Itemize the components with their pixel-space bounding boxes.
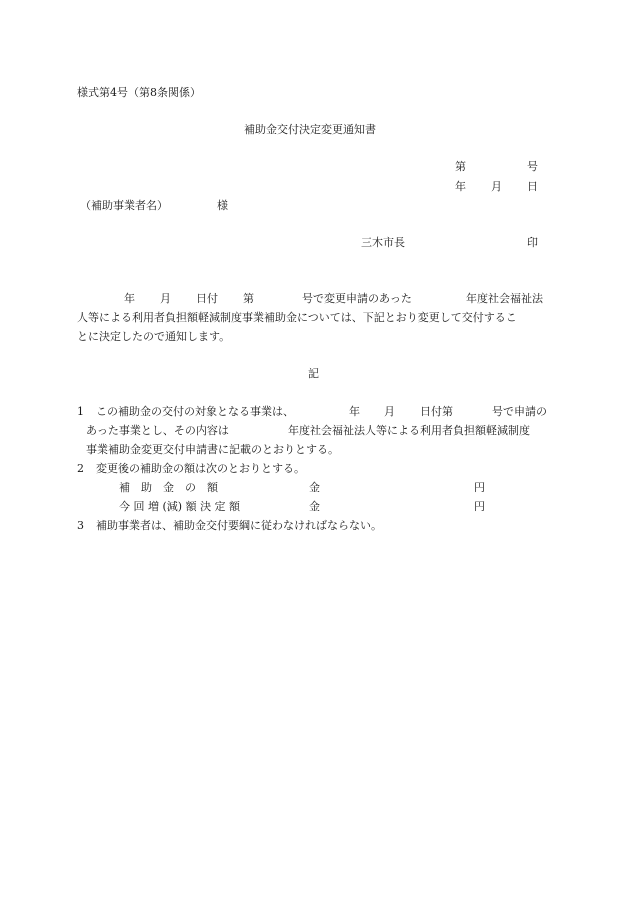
item-2-text: 変更後の補助金の額は次のとおりとする。 (96, 462, 305, 475)
item-1-text: この補助金の交付の対象となる事業は、 (96, 405, 294, 418)
item-1-number: 1 (77, 405, 84, 418)
body-month: 月 (160, 292, 171, 305)
issuer-title: 三木市長 (361, 236, 405, 249)
item-3-text: 補助事業者は、補助金交付要綱に従わなければならない。 (96, 519, 382, 532)
item-1-line-2b: 年度社会福祉法人等による利用者負担額軽減制度 (288, 424, 530, 437)
subsidy-amount-label: 補 助 金 の 額 (119, 481, 218, 494)
recipient-honorific: 様 (217, 199, 228, 212)
item-1-month: 月 (384, 405, 395, 418)
change-amount-kin: 金 (309, 500, 320, 513)
body-day-dated: 日付 (196, 292, 218, 305)
item-1-day-dated: 日付第 (420, 405, 453, 418)
ki-heading: 記 (308, 367, 319, 380)
doc-number-prefix: 第 (455, 160, 466, 173)
recipient-name: （補助事業者名） (80, 199, 168, 212)
body-number-prefix: 第 (243, 292, 254, 305)
subsidy-amount-en: 円 (474, 481, 485, 494)
date-year: 年 (455, 180, 466, 193)
change-amount-label: 今 回 増 (減) 額 決 定 額 (119, 500, 241, 513)
item-1-line-2a: あった事業とし、その内容は (86, 424, 229, 437)
issuer-seal: 印 (527, 236, 538, 249)
body-fiscal: 年度社会福祉法 (466, 292, 543, 305)
subsidy-amount-kin: 金 (309, 481, 320, 494)
change-amount-en: 円 (474, 500, 485, 513)
body-number-suffix: 号で変更申請のあった (302, 292, 412, 305)
item-1-number-suffix: 号で申請の (492, 405, 547, 418)
document-title: 補助金交付決定変更通知書 (244, 123, 376, 136)
form-number: 様式第4号（第8条関係） (77, 86, 201, 99)
item-2-number: 2 (77, 462, 84, 475)
date-month: 月 (491, 180, 502, 193)
item-1-year: 年 (349, 405, 360, 418)
item-1-line-3: 事業補助金変更交付申請書に記載のとおりとする。 (86, 443, 339, 456)
body-year: 年 (124, 292, 135, 305)
body-line-3: とに決定したので通知します。 (77, 330, 231, 343)
doc-number-suffix: 号 (527, 160, 538, 173)
body-line-2: 人等による利用者負担額軽減制度事業補助金については、下記とおり変更して交付するこ (77, 311, 517, 324)
item-3-number: 3 (77, 519, 84, 532)
date-day: 日 (527, 180, 538, 193)
